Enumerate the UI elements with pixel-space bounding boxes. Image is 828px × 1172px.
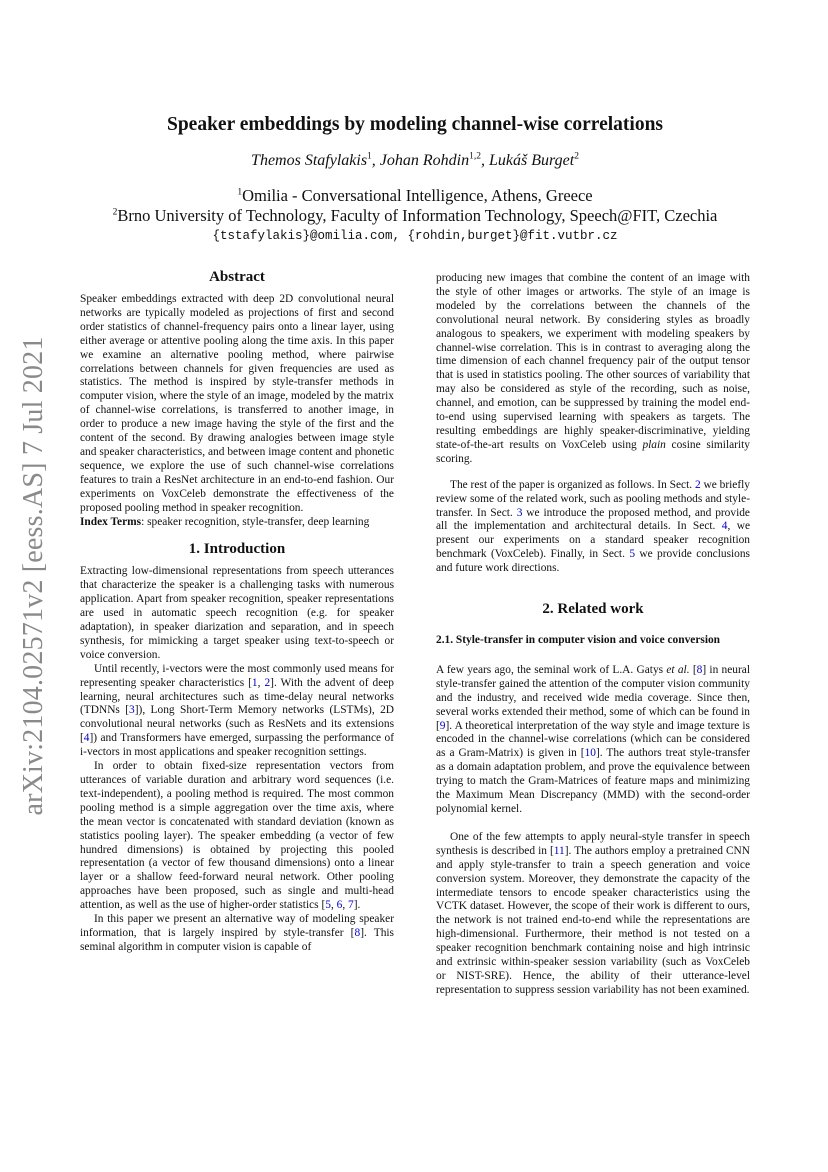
author-name: Johan Rohdin — [379, 152, 470, 169]
intro-paragraph-1: Extracting low-dimensional representations from speech utterances that characterize the speaker is a challenging tasks with numerous application. Apart from speaker recognition, speaker representations are used in automatic speech recognition (e.g. for speaker adaptation), in speaker diarization and separation, and in speech synthesis, for mimicking a target speaker using text-to-speech or voice conversion. — [80, 565, 394, 661]
section-heading-related-work: 2. Related work — [542, 601, 644, 618]
affiliation-2 — [80, 206, 750, 226]
arxiv-sidebar — [14, 336, 54, 816]
author-name: Lukáš Burget — [489, 152, 575, 169]
citation-link[interactable]: 6 — [336, 899, 343, 912]
citation-link[interactable]: 8 — [354, 926, 361, 939]
paper-title: Speaker embeddings by modeling channel-wise correlations — [166, 114, 663, 135]
citation-link[interactable]: 2 — [264, 676, 271, 689]
text-run: In order to obtain fixed-size representation vectors from utterances of variable duration and arbitrary word sequences (i.e. text-independent), a pooling method is required. The most common pooling method is a simple aggregation over the time axis, where the mean vector is concatenated with standard deviation (known as statistics pooling layer). The speaker embedding (a vector of few hundred dimensions) is obtained by projecting this pooled representation (a vector of few thousand dimensions) onto a linear layer or a shallow feed-forward neural network. Other pooling approaches have been proposed, such as single and multi-head attention, as well as the use of higher-order statistics [ — [80, 760, 394, 912]
index-terms-label: Index Terms — [80, 515, 142, 528]
affiliation-text: Omilia - Conversational Intelligence, Athens, Greece — [242, 186, 593, 205]
text-run: we briefly review some of the related work, such as pooling methods and style-transfer. In Sect. — [436, 478, 750, 519]
affiliation-mark: 2 — [112, 207, 118, 218]
text-run: ]. With the advent of deep learning, neural architectures such as time-delay neural networks (TDNNs [ — [80, 676, 395, 717]
right-column — [436, 272, 750, 998]
citation-link[interactable]: 8 — [696, 663, 703, 676]
text-run: ]. This seminal algorithm in computer vision is capable of — [80, 926, 394, 953]
citation-link[interactable]: 9 — [439, 719, 446, 732]
section-link[interactable]: 3 — [516, 506, 523, 519]
abstract-body: Speaker embeddings extracted with deep 2D convolutional neural networks are typically modeled as projections of first and second order statistics of channel-frequency pairs onto a linear layer, using either average or attentive pooling along the time axis. In this paper we examine an alternative pooling method, where pairwise correlations between channels for given frequencies are used as statistics. The method is inspired by style-transfer methods in computer vision, where the style of an image, modeled by the matrix of channel-wise correlations, is transferred to another image, in order to produce a new image having the style of the first and the content of the second. By drawing analogies between image style and speaker characteristics, and between image content and phonetic sequence, we explore the use of such channel-wise correlations features to train a ResNet architecture in an end-to-end fashion. Our experiments on VoxCeleb demonstrate the effectiveness of the proposed pooling method in speaker recognition. — [80, 293, 394, 514]
left-column — [80, 268, 394, 955]
affiliation-mark: 1 — [237, 187, 243, 198]
intro-paragraph-6 — [436, 479, 750, 576]
subsection-heading-style-transfer: 2.1. Style-transfer in computer vision and voice conversion — [436, 634, 721, 647]
affiliation-1 — [80, 186, 750, 206]
affiliation-text: Brno University of Technology, Faculty of Information Technology, Speech@FIT, Czechia — [117, 206, 718, 225]
emphasis-text: et al. — [666, 663, 690, 676]
citation-link[interactable]: 3 — [129, 704, 135, 717]
citation-link[interactable]: 11 — [553, 844, 565, 857]
text-run: ] in neural style-transfer gained the attention of the computer vision community and the industry, and received wide media coverage. Since then, several works extended their method, some of which can be found in [ — [436, 663, 750, 732]
text-run: In this paper we present an alternative way of modeling speaker information, that is largely inspired by style-transfer [ — [80, 913, 394, 939]
text-run: One of the few attempts to apply neural-style transfer in speech synthesis is described in [ — [436, 830, 750, 857]
related-paragraph-2 — [436, 831, 750, 998]
author-list: Themos Stafylakis$^1$, Johan Rohdin$^{1,2}$, Lukáš Burget$^2$ — [251, 151, 579, 169]
author-affiliation-mark: 2 — [574, 151, 579, 162]
related-paragraph-1 — [436, 664, 750, 817]
intro-paragraph-2 — [80, 663, 394, 760]
intro-paragraph-4 — [80, 913, 394, 955]
text-run: ]. A theoretical interpretation of the way style and image texture is encoded in the channel-wise correlations (which can be considered as a Gram-Matrix) is given in [ — [436, 719, 750, 760]
citation-link[interactable]: 1 — [251, 676, 258, 689]
text-run: ]. The authors employ a pretrained CNN and apply style-transfer to train a speech generation and voice conversion system. Moreover, they demonstrate the capacity of the intermediate tensors to encode speaker characteristics using the VCTK dataset. However, the scope of their work is different to ours, the network is not trained end-to-end while the representations are high-dimensional. Furthermore, their method is not tested on a speaker recognition benchmark containing noise and high intrinsic and extrinsic within-speaker session variability (such as VoxCeleb or NIST-SRE). Hence, the ability of their utterance-level representation to suppress session variability has not been examined. — [436, 844, 750, 996]
text-run: ]. The authors treat style-transfer as a domain adaptation problem, and prove the equivalence between trying to match the Gram-Matrices of feature maps and minimizing the Maximum Mean Discrepancy (MMD) with the second-order polynomial kernel. — [436, 747, 750, 815]
text-run: we provide conclusions and future work directions. — [436, 548, 750, 575]
text-run: The rest of the paper is organized as follows. In Sect. — [450, 478, 695, 491]
author-affiliation-mark: 1,2 — [469, 151, 481, 162]
intro-paragraph-3 — [80, 760, 394, 913]
intro-paragraph-5 — [436, 272, 750, 467]
author-affiliation-mark: 1 — [367, 151, 372, 162]
text-run: we introduce the proposed method, and provide all the implementation and architectural details. In Sect. — [436, 506, 750, 533]
text-run: , — [257, 676, 265, 689]
text-run: A few years ago, the seminal work of L.A. Gatys — [436, 663, 667, 676]
abstract-heading: Abstract — [209, 269, 265, 285]
index-terms-text: : speaker recognition, style-transfer, deep learning — [141, 515, 370, 528]
emphasis-text: plain — [642, 438, 666, 451]
arxiv-identifier: arXiv:2104.02571v2 [eess.AS] 7 Jul 2021 — [18, 336, 49, 816]
citation-link[interactable]: 7 — [348, 899, 354, 912]
text-run: [ — [689, 663, 697, 676]
text-run: cosine similarity scoring. — [436, 438, 750, 465]
text-run: ]), Long Short-Term Memory networks (LSTMs), 2D convolutional neural networks (such as ResNets and its extensions [ — [80, 704, 394, 745]
text-run: , — [330, 899, 337, 912]
text-run: ]) and Transformers have emerged, surpassing the performance of i-vectors in most applications and speaker recognition settings. — [80, 732, 394, 759]
text-run: , — [342, 899, 349, 912]
text-run: Until recently, i-vectors were the most commonly used means for representing speaker characteristics [ — [80, 662, 394, 689]
author-name: Themos Stafylakis — [251, 152, 368, 169]
section-link[interactable]: 5 — [629, 548, 636, 561]
citation-link[interactable]: 5 — [325, 899, 331, 912]
index-terms — [80, 516, 394, 530]
section-link[interactable]: 2 — [694, 478, 701, 491]
section-heading-introduction: 1. Introduction — [188, 541, 286, 558]
citation-link[interactable]: 10 — [584, 747, 596, 760]
text-run: producing new images that combine the content of an image with the style of other images or artworks. The style of an image is modeled by the correlations between the channels of the convolutional neural network. By considering styles as broadly analogous to speakers, we experiment with modeling speakers by channel-wise correlation. This is in contrast to averaging along the time dimension of each channel frequency pair of the output tensor that is used in statistics pooling. The other sources of variability that may also be considered as style of the recording, such as noise, channel, and emotion, can be suppressed by training the model end-to-end using supervised learning with speakers as targets. The resulting embeddings are highly speaker-discriminative, yielding state-of-the-art results on VoxCeleb using — [436, 272, 750, 451]
citation-link[interactable]: 4 — [83, 732, 90, 745]
section-link[interactable]: 4 — [721, 520, 728, 533]
author-emails: {tstafylakis}@omilia.com, {rohdin,burget}@fit.vutbr.cz — [212, 229, 618, 243]
text-run: , we present our experiments on a standard speaker recognition benchmark (VoxCeleb). Finally, in Sect. — [436, 520, 750, 561]
text-run: ]. — [353, 899, 361, 912]
